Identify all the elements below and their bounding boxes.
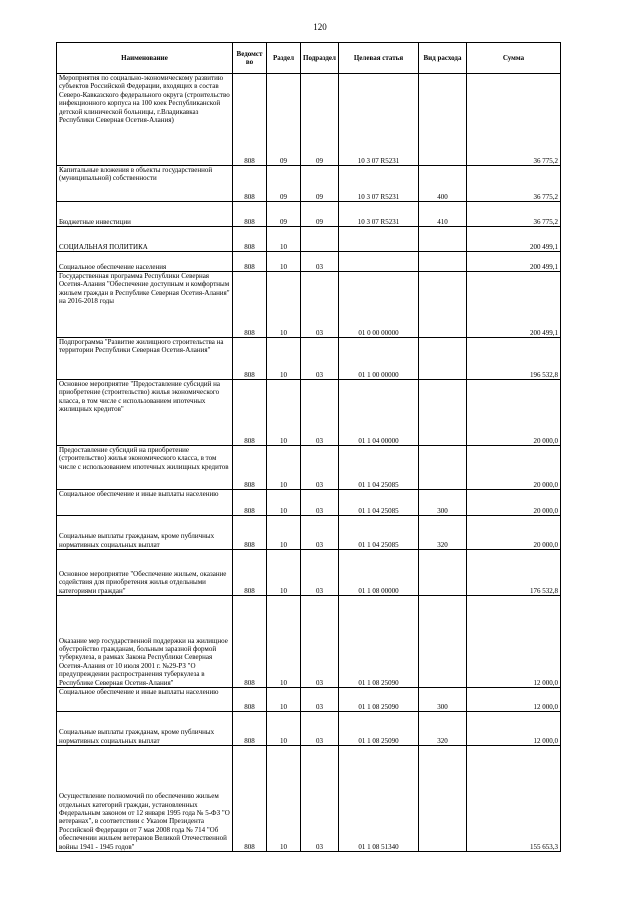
- cell-section: 10: [267, 380, 301, 446]
- cell-subsection: 03: [301, 252, 339, 272]
- cell-name: Основное мероприятие "Обеспечение жильем, оказание содействия для приобретения жилья отдельными категориями граждан": [57, 550, 233, 596]
- cell-dept: 808: [233, 227, 267, 252]
- cell-exptype: 410: [419, 202, 467, 227]
- cell-name: Социальное обеспечение населения: [57, 252, 233, 272]
- cell-article: 01 1 08 25090: [339, 712, 419, 746]
- cell-sum: 200 499,1: [467, 272, 561, 338]
- cell-sum: 12 000,0: [467, 596, 561, 688]
- table-row: [57, 74, 561, 166]
- cell-subsection: 09: [301, 166, 339, 202]
- table-row: [57, 380, 561, 446]
- header-article: Целевая статья: [339, 43, 419, 74]
- cell-name: Подпрограмма "Развитие жилищного строительства на территории Республики Северная Осетия-Алания": [57, 338, 233, 380]
- cell-article: 10 3 07 R5231: [339, 166, 419, 202]
- cell-exptype: [419, 446, 467, 490]
- cell-dept: 808: [233, 74, 267, 166]
- cell-article: 01 1 08 25090: [339, 596, 419, 688]
- cell-subsection: 03: [301, 712, 339, 746]
- cell-sum: 200 499,1: [467, 252, 561, 272]
- cell-sum: 12 000,0: [467, 712, 561, 746]
- table-row: [57, 688, 561, 712]
- cell-subsection: 03: [301, 596, 339, 688]
- cell-exptype: 320: [419, 516, 467, 550]
- cell-dept: 808: [233, 252, 267, 272]
- cell-exptype: [419, 227, 467, 252]
- cell-subsection: 09: [301, 202, 339, 227]
- cell-sum: 20 000,0: [467, 446, 561, 490]
- cell-name: Социальные выплаты гражданам, кроме публичных нормативных социальных выплат: [57, 516, 233, 550]
- cell-dept: 808: [233, 202, 267, 227]
- cell-exptype: [419, 74, 467, 166]
- page-number: 120: [313, 22, 327, 32]
- cell-exptype: [419, 272, 467, 338]
- cell-exptype: [419, 252, 467, 272]
- cell-article: 01 1 00 00000: [339, 338, 419, 380]
- cell-article: 01 0 00 00000: [339, 272, 419, 338]
- cell-dept: 808: [233, 688, 267, 712]
- cell-subsection: 03: [301, 490, 339, 516]
- cell-sum: 176 532,8: [467, 550, 561, 596]
- cell-subsection: 03: [301, 380, 339, 446]
- cell-name: Социальное обеспечение и иные выплаты населению: [57, 490, 233, 516]
- table-row: [57, 550, 561, 596]
- cell-article: 01 1 04 25085: [339, 490, 419, 516]
- cell-exptype: [419, 596, 467, 688]
- cell-section: 10: [267, 746, 301, 852]
- header-exptype: Вид расхода: [419, 43, 467, 74]
- cell-subsection: 09: [301, 74, 339, 166]
- cell-article: 01 1 04 25085: [339, 446, 419, 490]
- cell-section: 10: [267, 338, 301, 380]
- cell-exptype: 300: [419, 490, 467, 516]
- cell-sum: 196 532,8: [467, 338, 561, 380]
- cell-section: 09: [267, 166, 301, 202]
- table-row: [57, 252, 561, 272]
- cell-subsection: 03: [301, 516, 339, 550]
- header-section: Раздел: [267, 43, 301, 74]
- table-row: [57, 746, 561, 852]
- cell-dept: 808: [233, 338, 267, 380]
- cell-dept: 808: [233, 746, 267, 852]
- header-sum: Сумма: [467, 43, 561, 74]
- cell-exptype: [419, 746, 467, 852]
- cell-section: 10: [267, 490, 301, 516]
- cell-dept: 808: [233, 490, 267, 516]
- cell-subsection: [301, 227, 339, 252]
- cell-section: 10: [267, 516, 301, 550]
- table-header-row: [57, 43, 561, 74]
- cell-name: Бюджетные инвестиции: [57, 202, 233, 227]
- cell-article: [339, 227, 419, 252]
- table-row: [57, 227, 561, 252]
- cell-name: Предоставление субсидий на приобретение (строительство) жилья экономического класса, в том числе с использованием ипотечных жилищных кредитов: [57, 446, 233, 490]
- cell-exptype: [419, 550, 467, 596]
- cell-name: Мероприятия по социально-экономическому развитию субъектов Российской Федерации, входящих в состав Северо-Кавказского федерального округа (строительство инфекционного корпуса на 100 коек Республиканской детской клинической больницы, г.Владикавказ Республики Северная Осетия-Алания): [57, 74, 233, 166]
- cell-section: 10: [267, 550, 301, 596]
- cell-dept: 808: [233, 596, 267, 688]
- cell-subsection: 03: [301, 446, 339, 490]
- table-row: [57, 712, 561, 746]
- cell-article: 01 1 04 00000: [339, 380, 419, 446]
- cell-sum: 36 775,2: [467, 74, 561, 166]
- cell-article: [339, 252, 419, 272]
- cell-article: 01 1 08 51340: [339, 746, 419, 852]
- cell-dept: 808: [233, 166, 267, 202]
- cell-name: Социальное обеспечение и иные выплаты населению: [57, 688, 233, 712]
- cell-sum: 36 775,2: [467, 202, 561, 227]
- cell-section: 10: [267, 272, 301, 338]
- cell-name: Капитальные вложения в объекты государственной (муниципальной) собственности: [57, 166, 233, 202]
- cell-name: Социальные выплаты гражданам, кроме публичных нормативных социальных выплат: [57, 712, 233, 746]
- cell-dept: 808: [233, 550, 267, 596]
- header-dept: Ведомст во: [233, 43, 267, 74]
- header-subsection: Подраздел: [301, 43, 339, 74]
- cell-article: 10 3 07 R5231: [339, 74, 419, 166]
- cell-sum: 36 775,2: [467, 166, 561, 202]
- cell-subsection: 03: [301, 550, 339, 596]
- cell-dept: 808: [233, 272, 267, 338]
- table-row: [57, 516, 561, 550]
- cell-section: 10: [267, 712, 301, 746]
- cell-section: 09: [267, 202, 301, 227]
- cell-section: 10: [267, 227, 301, 252]
- cell-section: 10: [267, 596, 301, 688]
- cell-exptype: [419, 338, 467, 380]
- cell-section: 10: [267, 252, 301, 272]
- table-row: [57, 446, 561, 490]
- cell-article: 01 1 08 00000: [339, 550, 419, 596]
- cell-sum: 20 000,0: [467, 516, 561, 550]
- header-name: Наименование: [57, 43, 233, 74]
- cell-sum: 20 000,0: [467, 490, 561, 516]
- cell-subsection: 03: [301, 746, 339, 852]
- cell-sum: 155 653,3: [467, 746, 561, 852]
- cell-subsection: 03: [301, 272, 339, 338]
- cell-section: 09: [267, 74, 301, 166]
- cell-subsection: 03: [301, 688, 339, 712]
- cell-dept: 808: [233, 380, 267, 446]
- cell-article: 10 3 07 R5231: [339, 202, 419, 227]
- table-row: [57, 490, 561, 516]
- cell-name: СОЦИАЛЬНАЯ ПОЛИТИКА: [57, 227, 233, 252]
- cell-exptype: 320: [419, 712, 467, 746]
- cell-name: Осуществление полномочий по обеспечению жильем отдельных категорий граждан, установленных Федеральным законом от 12 января 1995 года № 5-ФЗ "О ветеранах", в соответствии с Указом Президента Российской Федерации от 7 мая 2008 года № 714 "Об обеспечении жильем ветеранов Великой Отечественной войны 1941 - 1945 годов": [57, 746, 233, 852]
- cell-section: 10: [267, 446, 301, 490]
- cell-exptype: [419, 380, 467, 446]
- cell-sum: 200 499,1: [467, 227, 561, 252]
- table-row: [57, 338, 561, 380]
- cell-dept: 808: [233, 516, 267, 550]
- cell-dept: 808: [233, 712, 267, 746]
- budget-table: [56, 42, 561, 852]
- cell-section: 10: [267, 688, 301, 712]
- cell-name: Основное мероприятие "Предоставление субсидий на приобретение (строительство) жилья экономического класса, в том числе с использованием ипотечных жилищных кредитов": [57, 380, 233, 446]
- cell-name: Оказание мер государственной поддержки на жилищное обустройство гражданам, больным заразной формой туберкулеза, в рамках Закона Республики Северная Осетия-Алания от 10 июля 2001 г. №29-РЗ "О предупреждении распространения туберкулеза в Республике Северная Осетия-Алания": [57, 596, 233, 688]
- table-row: [57, 202, 561, 227]
- cell-subsection: 03: [301, 338, 339, 380]
- cell-exptype: 300: [419, 688, 467, 712]
- cell-sum: 20 000,0: [467, 380, 561, 446]
- table-row: [57, 166, 561, 202]
- cell-exptype: 400: [419, 166, 467, 202]
- cell-article: 01 1 04 25085: [339, 516, 419, 550]
- cell-name: Государственная программа Республики Северная Осетия-Алания "Обеспечение доступным и комфортным жильем граждан в Республике Северная Осетия-Алания" на 2016-2018 годы: [57, 272, 233, 338]
- table-row: [57, 596, 561, 688]
- table-row: [57, 272, 561, 338]
- cell-article: 01 1 08 25090: [339, 688, 419, 712]
- cell-sum: 12 000,0: [467, 688, 561, 712]
- cell-dept: 808: [233, 446, 267, 490]
